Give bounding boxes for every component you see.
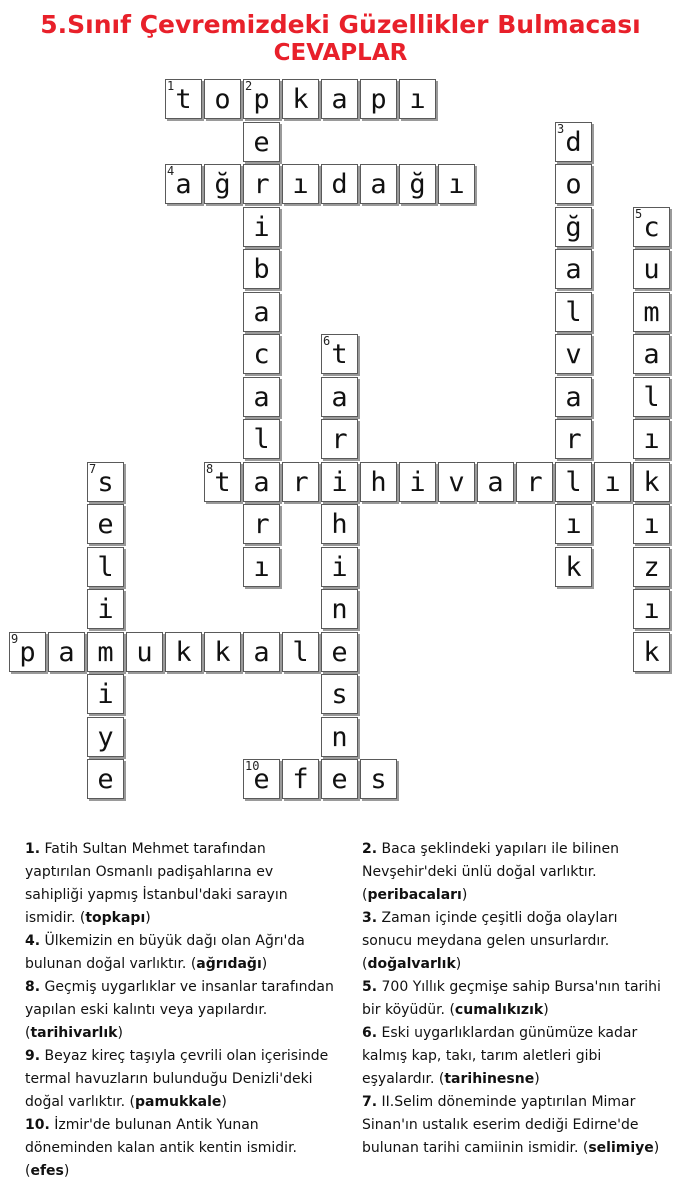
- grid-cell: [204, 164, 241, 204]
- grid-cell: [243, 547, 280, 587]
- grid-cell: [243, 759, 280, 799]
- cell-letter: l: [97, 551, 114, 583]
- clue-number: 5.: [362, 979, 378, 995]
- grid-cell: [555, 164, 592, 204]
- clue-item: [362, 907, 662, 976]
- grid-cell: [204, 632, 241, 672]
- clue-item: [25, 976, 335, 1045]
- grid-cell: [165, 79, 202, 119]
- clue-text: Zaman içinde çeşitli doğa olayları sonucu meydana gelen unsurlardır. (: [362, 910, 618, 972]
- grid-cell: [594, 462, 631, 502]
- cell-letter: a: [487, 466, 504, 498]
- cell-letter: n: [331, 594, 348, 625]
- grid-cell: [555, 377, 592, 417]
- grid-cell: [555, 462, 592, 502]
- clue-item: [25, 1114, 335, 1183]
- grid-cell: [282, 79, 319, 119]
- grid-cell: [321, 547, 358, 587]
- grid-cell: [87, 717, 124, 757]
- cell-letter: ğ: [565, 211, 582, 243]
- grid-cell: [438, 462, 475, 502]
- clue-answer: pamukkale: [134, 1094, 222, 1110]
- grid-cell: [87, 759, 124, 799]
- clue-answer: doğalvarlık: [367, 956, 456, 972]
- grid-cell: [321, 632, 358, 672]
- clues-left-column: [25, 838, 335, 1183]
- cell-letter: c: [643, 211, 660, 243]
- grid-cell: [555, 547, 592, 587]
- grid-cell: [633, 589, 670, 629]
- cell-letter: i: [97, 679, 114, 710]
- grid-cell: [360, 79, 397, 119]
- clue-item: [362, 1022, 662, 1091]
- clue-number: 7.: [362, 1094, 378, 1110]
- clue-text: Ülkemizin en büyük dağı olan Ağrı'da bulunan doğal varlıktır. (: [25, 933, 305, 972]
- cell-letter: b: [253, 254, 270, 285]
- grid-cell: [282, 632, 319, 672]
- grid-cell: [204, 79, 241, 119]
- clue-answer: tarihinesne: [444, 1071, 535, 1087]
- clue-text: 700 Yıllık geçmişe sahip Bursa'nın tarihi bir köyüdür. (: [362, 979, 661, 1018]
- grid-cell: [9, 632, 46, 672]
- cell-letter: p: [370, 84, 387, 115]
- cell-letter: i: [409, 466, 426, 498]
- grid-cell: [165, 632, 202, 672]
- cell-letter: y: [97, 721, 114, 753]
- clue-close: ): [221, 1094, 227, 1110]
- grid-cell: [633, 547, 670, 587]
- clue-answer: tarihivarlık: [30, 1025, 118, 1041]
- cell-letter: k: [565, 551, 582, 583]
- clue-item: [362, 976, 662, 1022]
- grid-cell: [633, 207, 670, 247]
- cell-letter: t: [331, 339, 348, 370]
- cell-number: 6: [323, 334, 331, 348]
- clue-close: ): [63, 1163, 70, 1179]
- clue-close: ): [534, 1071, 540, 1087]
- clue-item: [362, 838, 662, 907]
- answers-subtitle: CEVAPLAR: [273, 40, 408, 66]
- cell-number: 9: [11, 631, 19, 646]
- clue-number: 10.: [25, 1117, 50, 1133]
- cell-letter: l: [643, 381, 660, 413]
- cell-letter: r: [331, 424, 348, 455]
- clue-close: ): [543, 1002, 549, 1018]
- grid-cell: [321, 334, 358, 374]
- grid-cell: [633, 334, 670, 374]
- clue-close: ): [261, 956, 268, 972]
- cell-letter: v: [448, 466, 465, 498]
- clue-item: [362, 1091, 662, 1160]
- clue-answer: peribacaları: [367, 887, 462, 903]
- cell-number: 2: [245, 79, 253, 93]
- grid-cell: [555, 419, 592, 459]
- grid-cell: [243, 249, 280, 289]
- grid-cell: [243, 79, 280, 119]
- cell-letter: p: [253, 84, 270, 115]
- cell-letter: i: [97, 594, 114, 625]
- cell-number: 3: [557, 121, 565, 136]
- cell-letter: a: [175, 169, 192, 200]
- cell-letter: ı: [448, 169, 465, 200]
- grid-cell: [321, 377, 358, 417]
- cell-letter: f: [292, 764, 309, 795]
- cell-letter: e: [331, 636, 348, 668]
- cell-letter: s: [97, 466, 114, 498]
- cell-letter: ı: [292, 169, 309, 200]
- cell-letter: u: [136, 636, 153, 668]
- clue-number: 1.: [25, 841, 41, 857]
- cell-letter: i: [331, 551, 348, 583]
- cell-letter: ı: [604, 466, 621, 498]
- cell-letter: u: [643, 254, 660, 285]
- cell-number: 7: [89, 461, 97, 476]
- grid-cell: [555, 122, 592, 162]
- clue-answer: topkapı: [85, 910, 146, 926]
- grid-cell: [243, 419, 280, 459]
- cell-letter: k: [643, 636, 660, 668]
- clue-number: 2.: [362, 841, 378, 857]
- cell-number: 10: [245, 759, 260, 773]
- clue-number: 8.: [25, 979, 41, 995]
- cell-letter: a: [58, 636, 75, 668]
- cell-letter: e: [253, 764, 270, 795]
- cell-letter: e: [97, 764, 114, 795]
- grid-cell: [87, 674, 124, 714]
- grid-cell: [321, 419, 358, 459]
- clue-close: ): [653, 1140, 660, 1156]
- grid-cell: [555, 207, 592, 247]
- cell-letter: z: [643, 551, 660, 583]
- clue-number: 9.: [25, 1048, 41, 1064]
- cell-letter: i: [253, 211, 270, 243]
- cell-letter: l: [565, 296, 582, 328]
- cell-letter: a: [253, 381, 270, 413]
- grid-cell: [126, 632, 163, 672]
- cell-letter: ı: [643, 509, 660, 540]
- cell-letter: e: [97, 509, 114, 540]
- clue-number: 6.: [362, 1025, 378, 1041]
- grid-cell: [321, 164, 358, 204]
- clue-item: [25, 838, 335, 930]
- grid-cell: [282, 164, 319, 204]
- grid-cell: [360, 462, 397, 502]
- clue-close: ): [461, 887, 468, 903]
- grid-cell: [555, 334, 592, 374]
- cell-letter: t: [175, 84, 192, 115]
- cell-letter: e: [331, 764, 348, 795]
- grid-cell: [204, 462, 241, 502]
- cell-number: 1: [167, 79, 175, 93]
- cell-letter: d: [565, 126, 582, 158]
- grid-cell: [360, 759, 397, 799]
- clue-text: Geçmiş uygarlıklar ve insanlar tarafından yapılan eski kalıntı veya yapılardır. (: [25, 979, 334, 1041]
- clue-number: 3.: [362, 910, 378, 926]
- cell-letter: n: [331, 721, 348, 753]
- cell-number: 5: [635, 206, 643, 221]
- grid-cell: [87, 589, 124, 629]
- cell-letter: k: [175, 636, 192, 668]
- clue-text: II.Selim döneminde yaptırılan Mimar Sinan'ın ustalık eserim dediği Edirne'de bulunan tarihi camiinin ismidir. (: [362, 1094, 639, 1156]
- cell-letter: t: [214, 466, 231, 498]
- cell-letter: a: [370, 169, 387, 200]
- clue-close: ): [145, 910, 151, 926]
- grid-cell: [243, 207, 280, 247]
- grid-cell: [321, 504, 358, 544]
- clue-close: ): [455, 956, 462, 972]
- cell-letter: l: [565, 466, 582, 498]
- cell-number: 8: [206, 461, 214, 476]
- cell-letter: r: [292, 466, 309, 498]
- cell-letter: ı: [643, 424, 660, 455]
- grid-cell: [48, 632, 85, 672]
- grid-cell: [633, 377, 670, 417]
- grid-cell: [87, 632, 124, 672]
- cell-letter: m: [643, 296, 660, 328]
- grid-cell: [399, 79, 436, 119]
- cell-letter: k: [214, 636, 231, 668]
- cell-letter: s: [370, 764, 387, 795]
- clue-text: Beyaz kireç taşıyla çevrili olan içerisinde termal havuzların bulunduğu Denizli'deki doğal varlıktır. (: [25, 1048, 329, 1110]
- cell-letter: a: [643, 339, 660, 370]
- clue-answer: cumalıkızık: [454, 1002, 544, 1018]
- clue-item: [25, 1045, 335, 1114]
- grid-cell: [555, 292, 592, 332]
- grid-cell: [633, 504, 670, 544]
- grid-cell: [243, 377, 280, 417]
- cell-letter: p: [19, 636, 36, 668]
- grid-cell: [282, 759, 319, 799]
- cell-letter: r: [565, 424, 582, 455]
- cell-letter: a: [253, 636, 270, 668]
- clue-close: ): [117, 1025, 123, 1041]
- grid-cell: [165, 164, 202, 204]
- clue-text: Fatih Sultan Mehmet tarafından yaptırılan Osmanlı padişahlarına ev sahipliği yapmış İstanbul'daki sarayın ismidir. (: [25, 841, 288, 926]
- grid-cell: [321, 79, 358, 119]
- cell-letter: o: [214, 84, 231, 115]
- cell-letter: c: [253, 339, 270, 370]
- grid-cell: [321, 759, 358, 799]
- puzzle-title: 5.Sınıf Çevremizdeki Güzellikler Bulmacası: [40, 10, 641, 39]
- cell-letter: v: [565, 339, 582, 370]
- grid-cell: [321, 589, 358, 629]
- grid-cell: [555, 504, 592, 544]
- grid-cell: [399, 164, 436, 204]
- grid-cell: [477, 462, 514, 502]
- grid-cell: [243, 462, 280, 502]
- grid-cell: [633, 249, 670, 289]
- cell-letter: l: [253, 424, 270, 455]
- clues-right-column: [362, 838, 662, 1160]
- grid-cell: [633, 292, 670, 332]
- cell-letter: r: [253, 169, 270, 200]
- clue-text: Baca şeklindeki yapıları ile bilinen Nevşehir'deki ünlü doğal varlıktır. (: [362, 841, 620, 903]
- grid-cell: [243, 334, 280, 374]
- grid-cell: [360, 164, 397, 204]
- cell-letter: r: [526, 466, 543, 498]
- cell-letter: e: [253, 126, 270, 158]
- cell-letter: ı: [643, 594, 660, 625]
- cell-letter: h: [370, 466, 387, 498]
- clue-text: İzmir'de bulunan Antik Yunan döneminden kalan antik kentin ismidir. (: [25, 1117, 297, 1179]
- cell-letter: a: [331, 84, 348, 115]
- clue-text: Eski uygarlıklardan günümüze kadar kalmış kap, takı, tarım aletleri gibi eşyalardır. (: [362, 1025, 638, 1087]
- grid-cell: [243, 632, 280, 672]
- grid-cell: [243, 292, 280, 332]
- cell-letter: k: [643, 466, 660, 498]
- grid-cell: [633, 632, 670, 672]
- cell-letter: r: [253, 509, 270, 540]
- cell-letter: ğ: [214, 169, 231, 200]
- grid-cell: [321, 717, 358, 757]
- clue-answer: efes: [30, 1163, 64, 1179]
- cell-letter: d: [331, 169, 348, 200]
- cell-letter: a: [331, 381, 348, 413]
- cell-letter: ğ: [409, 169, 426, 200]
- grid-cell: [633, 462, 670, 502]
- cell-letter: ı: [253, 551, 270, 583]
- cell-letter: a: [565, 254, 582, 285]
- grid-cell: [438, 164, 475, 204]
- grid-cell: [321, 674, 358, 714]
- clue-number: 4.: [25, 933, 41, 949]
- cell-letter: l: [292, 636, 309, 668]
- cell-letter: o: [565, 169, 582, 200]
- cell-number: 4: [167, 164, 175, 178]
- cell-letter: i: [331, 466, 348, 498]
- grid-cell: [555, 249, 592, 289]
- cell-letter: m: [97, 636, 114, 668]
- grid-cell: [243, 164, 280, 204]
- clue-answer: ağrıdağı: [196, 956, 262, 972]
- grid-cell: [282, 462, 319, 502]
- grid-cell: [87, 462, 124, 502]
- cell-letter: h: [331, 509, 348, 540]
- grid-cell: [87, 547, 124, 587]
- clue-answer: selimiye: [588, 1140, 654, 1156]
- clue-item: [25, 930, 335, 976]
- cell-letter: ı: [565, 509, 582, 540]
- cell-letter: a: [253, 466, 270, 498]
- cell-letter: k: [292, 84, 309, 115]
- grid-cell: [243, 504, 280, 544]
- cell-letter: s: [331, 679, 348, 710]
- cell-letter: a: [565, 381, 582, 413]
- grid-cell: [633, 419, 670, 459]
- cell-letter: a: [253, 296, 270, 328]
- grid-cell: [399, 462, 436, 502]
- grid-cell: [243, 122, 280, 162]
- grid-cell: [321, 462, 358, 502]
- cell-letter: ı: [409, 84, 426, 115]
- grid-cell: [516, 462, 553, 502]
- grid-cell: [87, 504, 124, 544]
